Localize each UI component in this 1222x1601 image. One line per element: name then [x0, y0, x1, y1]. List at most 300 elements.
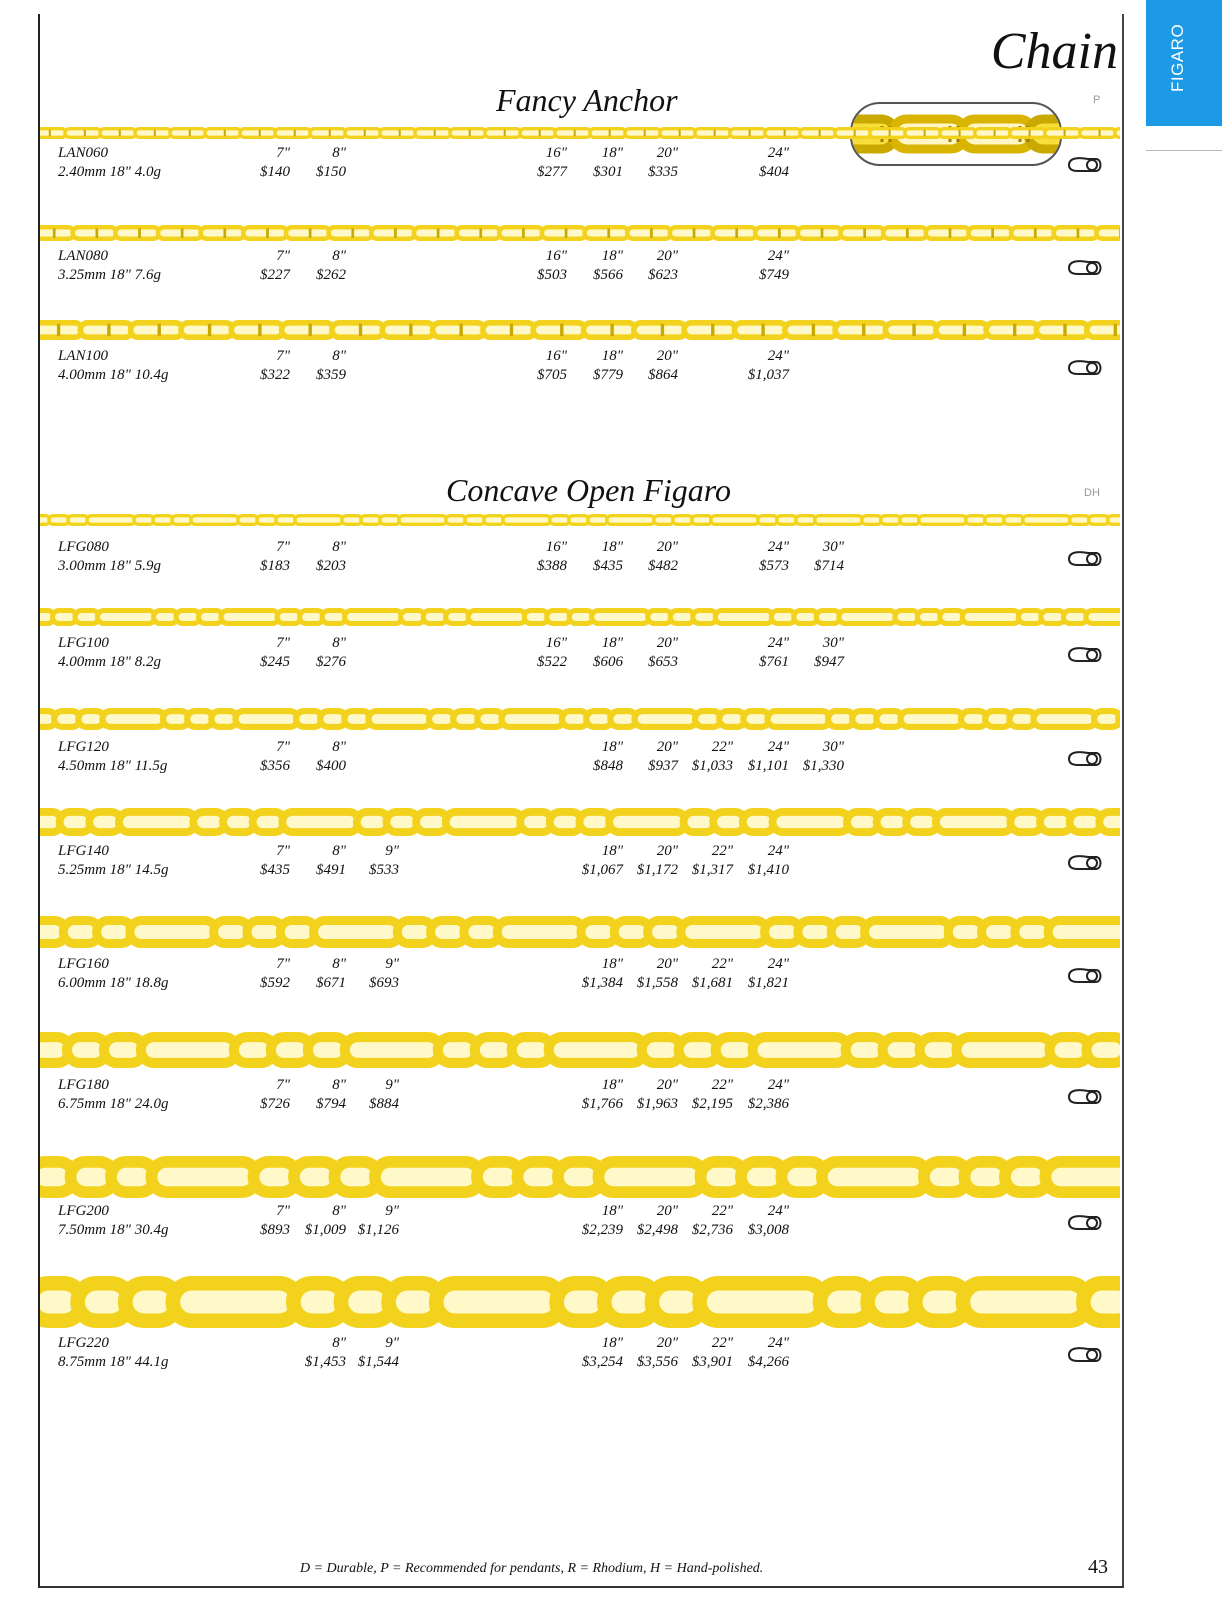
- chain-link: [940, 129, 976, 138]
- product-sku-block: [58, 247, 161, 285]
- price-value: $2,239: [581, 1222, 623, 1238]
- chain-link: [1083, 1283, 1120, 1320]
- price-value: $150: [316, 164, 346, 180]
- chain-link: [901, 711, 963, 727]
- length-label: 22": [711, 956, 733, 972]
- chain-link: [533, 323, 585, 337]
- length-label: 24": [767, 539, 789, 555]
- chain-link: [172, 516, 192, 525]
- length-label: 7": [276, 956, 290, 972]
- chain-link: [282, 812, 359, 832]
- price-cell: [319, 1076, 399, 1114]
- length-label: 8": [332, 1335, 346, 1351]
- price-value: $276: [316, 654, 346, 670]
- price-value: $779: [593, 367, 623, 383]
- chain-link: [585, 227, 629, 239]
- chain-link: [399, 516, 447, 525]
- chain-link: [310, 129, 346, 138]
- price-value: $3,254: [581, 1354, 623, 1370]
- chain-link: [1045, 1162, 1120, 1192]
- price-value: $761: [759, 654, 789, 670]
- price-cell: [709, 247, 789, 285]
- price-value: $884: [369, 1096, 399, 1112]
- chain-link: [598, 1162, 704, 1192]
- chain-link: [1004, 516, 1024, 525]
- chain-link: [73, 227, 117, 239]
- chain-link: [755, 227, 799, 239]
- length-label: 7": [276, 1077, 290, 1093]
- chain-link: [205, 129, 241, 138]
- price-value: $1,172: [636, 862, 678, 878]
- price-cell: [709, 1202, 789, 1240]
- price-value: $705: [537, 367, 567, 383]
- price-value: $1,963: [636, 1096, 678, 1112]
- chain-link: [881, 516, 901, 525]
- price-value: $749: [759, 267, 789, 283]
- tab-label: FIGARO: [1168, 23, 1187, 92]
- chain-link: [345, 611, 403, 624]
- length-label: 8": [332, 635, 346, 651]
- chain-link: [765, 129, 801, 138]
- product-sku: LFG180: [58, 1077, 109, 1093]
- chain-link: [835, 323, 887, 337]
- length-label: 18": [601, 739, 623, 755]
- chain-link: [840, 227, 884, 239]
- chain-link: [1089, 516, 1109, 525]
- length-label: 8": [332, 1203, 346, 1219]
- chain-link: [201, 227, 245, 239]
- length-label: 8": [332, 348, 346, 364]
- price-value: $227: [260, 267, 290, 283]
- product-sku-block: [58, 634, 161, 672]
- product-sku: LAN100: [58, 348, 109, 364]
- chain-link: [800, 129, 836, 138]
- chain-link: [468, 611, 526, 624]
- chain-link: [753, 1037, 849, 1063]
- chain-link: [777, 516, 797, 525]
- length-label: 8": [332, 145, 346, 161]
- chain-link: [135, 129, 171, 138]
- chain-link: [569, 516, 589, 525]
- chain-link: [767, 711, 829, 727]
- product-spec: 8.75mm 18" 44.1g: [58, 1354, 169, 1370]
- length-label: 22": [711, 1203, 733, 1219]
- price-cell: [598, 247, 678, 285]
- price-value: $623: [648, 267, 678, 283]
- product-sku-block: [58, 738, 167, 776]
- price-value: $522: [537, 654, 567, 670]
- price-value: $566: [593, 267, 623, 283]
- length-label: 9": [385, 1335, 399, 1351]
- chain-link: [153, 516, 173, 525]
- chain-link: [450, 129, 486, 138]
- chain-link: [957, 1037, 1053, 1063]
- product-sku-block: [58, 1202, 168, 1240]
- chain-link: [87, 516, 135, 525]
- chain-link: [588, 516, 608, 525]
- price-value: $693: [369, 975, 399, 991]
- chain-link: [1080, 129, 1116, 138]
- length-label: 7": [276, 348, 290, 364]
- product-sku: LFG080: [58, 539, 109, 555]
- chain-link: [962, 611, 1020, 624]
- chain-link: [900, 516, 920, 525]
- price-value: $794: [316, 1096, 346, 1112]
- price-value: $503: [537, 267, 567, 283]
- length-label: 16": [545, 539, 567, 555]
- chain-link: [499, 227, 543, 239]
- product-spec: 2.40mm 18" 4.0g: [58, 164, 161, 180]
- price-value: $435: [260, 862, 290, 878]
- length-label: 7": [276, 1203, 290, 1219]
- length-label: 20": [656, 248, 678, 264]
- price-value: $388: [537, 558, 567, 574]
- chain-image: [40, 808, 1120, 836]
- price-value: $400: [316, 758, 346, 774]
- chain-link: [436, 1283, 561, 1320]
- price-value: $937: [648, 758, 678, 774]
- chain-link: [968, 227, 1012, 239]
- product-spec: 3.25mm 18" 7.6g: [58, 267, 161, 283]
- chain-link: [798, 227, 842, 239]
- product-sku: LFG120: [58, 739, 109, 755]
- chain-image: [40, 1032, 1120, 1068]
- price-cell: [709, 842, 789, 880]
- chain-link: [963, 1283, 1088, 1320]
- chain-link: [520, 129, 556, 138]
- chain-link: [446, 812, 523, 832]
- chain-link: [345, 129, 381, 138]
- chain-link: [97, 611, 155, 624]
- chain-link: [275, 129, 311, 138]
- chain-link: [966, 516, 986, 525]
- chain-link: [40, 227, 74, 239]
- price-cell: [266, 738, 346, 776]
- chain-link: [1096, 227, 1120, 239]
- price-value: $262: [316, 267, 346, 283]
- price-cell: [319, 1334, 399, 1372]
- price-value: $1,037: [747, 367, 789, 383]
- lobster-clasp-icon: [1066, 644, 1104, 671]
- chain-link: [1054, 227, 1098, 239]
- chain-link: [730, 129, 766, 138]
- price-cell: [266, 634, 346, 672]
- price-value: $359: [316, 367, 346, 383]
- chain-link: [276, 516, 296, 525]
- chain-link: [173, 1283, 298, 1320]
- chain-link: [822, 1162, 928, 1192]
- length-label: 24": [767, 348, 789, 364]
- length-label: 20": [656, 539, 678, 555]
- chain-link: [80, 323, 132, 337]
- length-label: 18": [601, 956, 623, 972]
- length-label: 8": [332, 956, 346, 972]
- chain-link: [102, 711, 164, 727]
- price-value: $491: [316, 862, 346, 878]
- length-label: 18": [601, 843, 623, 859]
- price-value: $1,681: [691, 975, 733, 991]
- chain-link: [634, 323, 686, 337]
- chain-link: [1086, 1037, 1120, 1063]
- chain-link: [131, 323, 183, 337]
- price-cell: [709, 1076, 789, 1114]
- chain-link: [286, 227, 330, 239]
- price-value: $1,384: [581, 975, 623, 991]
- chain-link: [625, 129, 661, 138]
- price-value: $726: [260, 1096, 290, 1112]
- price-value: $592: [260, 975, 290, 991]
- price-value: $404: [759, 164, 789, 180]
- chain-link: [634, 711, 696, 727]
- chain-link: [40, 129, 66, 138]
- chain-link: [221, 611, 279, 624]
- chain-image: [40, 320, 1120, 340]
- length-label: 24": [767, 145, 789, 161]
- chain-link: [49, 516, 69, 525]
- chain-link: [141, 1037, 237, 1063]
- section-code-fancy-anchor: P: [1093, 94, 1101, 106]
- section-tab[interactable]: [1146, 0, 1222, 126]
- chain-link: [936, 812, 1013, 832]
- chain-link: [40, 323, 82, 337]
- chain-link: [414, 227, 458, 239]
- chain-image: [40, 127, 1120, 139]
- price-cell: [319, 842, 399, 880]
- chain-link: [1086, 611, 1120, 624]
- chain-link: [673, 516, 693, 525]
- length-label: 7": [276, 145, 290, 161]
- chain-link: [883, 227, 927, 239]
- chain-link: [627, 227, 671, 239]
- chain-link: [926, 227, 970, 239]
- chain-link: [115, 227, 159, 239]
- length-label: 8": [332, 1077, 346, 1093]
- chain-image: [40, 225, 1120, 241]
- chain-link: [329, 227, 373, 239]
- price-value: $1,317: [691, 862, 733, 878]
- chain-link: [865, 920, 951, 943]
- chain-link: [1048, 920, 1120, 943]
- price-value: $848: [593, 758, 623, 774]
- length-label: 18": [601, 635, 623, 651]
- lobster-clasp-icon: [1066, 965, 1104, 992]
- chain-link: [65, 129, 101, 138]
- length-label: 20": [656, 843, 678, 859]
- lobster-clasp-icon: [1066, 852, 1104, 879]
- chain-link: [590, 129, 626, 138]
- price-cell: [319, 955, 399, 993]
- chain-link: [549, 1037, 645, 1063]
- length-label: 24": [767, 248, 789, 264]
- price-value: $1,766: [581, 1096, 623, 1112]
- price-value: $1,821: [747, 975, 789, 991]
- length-label: 8": [332, 248, 346, 264]
- chain-image: [40, 514, 1120, 526]
- price-value: $714: [814, 558, 844, 574]
- section-title-fancy-anchor: Fancy Anchor: [496, 82, 678, 118]
- chain-link: [151, 1162, 257, 1192]
- price-cell: [764, 738, 844, 776]
- length-label: 24": [767, 1077, 789, 1093]
- chain-image: [40, 608, 1120, 626]
- chain-link: [503, 516, 551, 525]
- price-value: $671: [316, 975, 346, 991]
- chain-link: [985, 516, 1005, 525]
- price-value: $1,410: [747, 862, 789, 878]
- price-value: $183: [260, 558, 290, 574]
- chain-link: [484, 516, 504, 525]
- length-label: 8": [332, 739, 346, 755]
- chain-link: [295, 516, 343, 525]
- lobster-clasp-icon: [1066, 548, 1104, 575]
- chain-link: [257, 516, 277, 525]
- chain-link: [457, 227, 501, 239]
- product-sku-block: [58, 1076, 168, 1114]
- price-value: $653: [648, 654, 678, 670]
- price-cell: [709, 347, 789, 385]
- price-value: $573: [759, 558, 789, 574]
- chain-link: [501, 711, 563, 727]
- chain-link: [835, 129, 871, 138]
- chain-link: [380, 516, 400, 525]
- length-label: 18": [601, 1203, 623, 1219]
- length-label: 20": [656, 956, 678, 972]
- length-label: 7": [276, 635, 290, 651]
- length-label: 24": [767, 843, 789, 859]
- length-label: 18": [601, 248, 623, 264]
- chain-link: [839, 611, 897, 624]
- lobster-clasp-icon: [1066, 1344, 1104, 1371]
- product-sku: LFG160: [58, 956, 109, 972]
- chain-link: [1115, 129, 1120, 138]
- chain-link: [905, 129, 941, 138]
- price-value: $356: [260, 758, 290, 774]
- chain-link: [342, 516, 362, 525]
- price-value: $301: [593, 164, 623, 180]
- length-label: 20": [656, 739, 678, 755]
- length-label: 20": [656, 1335, 678, 1351]
- chain-link: [1011, 227, 1055, 239]
- length-label: 9": [385, 843, 399, 859]
- price-value: $482: [648, 558, 678, 574]
- price-value: $2,195: [691, 1096, 733, 1112]
- chain-link: [382, 323, 434, 337]
- chain-link: [607, 516, 655, 525]
- chain-link: [446, 516, 466, 525]
- length-label: 22": [711, 843, 733, 859]
- product-spec: 4.00mm 18" 10.4g: [58, 367, 169, 383]
- lobster-clasp-icon: [1066, 154, 1104, 181]
- chain-link: [919, 516, 967, 525]
- chain-link: [1108, 516, 1120, 525]
- length-label: 7": [276, 843, 290, 859]
- chain-link: [465, 516, 485, 525]
- length-label: 30": [822, 539, 844, 555]
- length-label: 16": [545, 635, 567, 651]
- chain-link: [796, 516, 816, 525]
- chain-link: [243, 227, 287, 239]
- chain-link: [282, 323, 334, 337]
- price-cell: [598, 538, 678, 576]
- price-value: $203: [316, 558, 346, 574]
- price-value: $1,544: [357, 1354, 399, 1370]
- chain-link: [1036, 323, 1088, 337]
- price-cell: [266, 144, 346, 182]
- price-cell: [709, 955, 789, 993]
- length-label: 16": [545, 145, 567, 161]
- price-value: $606: [593, 654, 623, 670]
- price-cell: [319, 1202, 399, 1240]
- length-label: 24": [767, 1203, 789, 1219]
- chain-link: [100, 129, 136, 138]
- chain-link: [240, 129, 276, 138]
- price-value: $335: [648, 164, 678, 180]
- price-value: $1,067: [581, 862, 623, 878]
- price-value: $2,736: [691, 1222, 733, 1238]
- chain-link: [936, 323, 988, 337]
- product-spec: 6.75mm 18" 24.0g: [58, 1096, 169, 1112]
- price-value: $1,453: [304, 1354, 346, 1370]
- chain-link: [654, 516, 674, 525]
- price-value: $1,126: [357, 1222, 399, 1238]
- chain-link: [555, 129, 591, 138]
- length-label: 16": [545, 248, 567, 264]
- length-label: 22": [711, 1335, 733, 1351]
- chain-link: [609, 812, 686, 832]
- price-value: $893: [260, 1222, 290, 1238]
- product-sku: LFG100: [58, 635, 109, 651]
- product-spec: 4.50mm 18" 11.5g: [58, 758, 168, 774]
- price-value: $2,498: [636, 1222, 678, 1238]
- chain-link: [375, 1162, 481, 1192]
- product-sku-block: [58, 1334, 168, 1372]
- chain-link: [415, 129, 451, 138]
- price-value: $864: [648, 367, 678, 383]
- length-label: 24": [767, 1335, 789, 1351]
- chain-link: [862, 516, 882, 525]
- price-value: $533: [369, 862, 399, 878]
- chain-link: [542, 227, 586, 239]
- chain-link: [670, 227, 714, 239]
- product-spec: 3.00mm 18" 5.9g: [58, 558, 161, 574]
- length-label: 7": [276, 539, 290, 555]
- product-sku-block: [58, 347, 168, 385]
- chain-link: [497, 920, 583, 943]
- price-cell: [598, 347, 678, 385]
- price-cell: [598, 634, 678, 672]
- price-cell: [598, 144, 678, 182]
- chain-link: [68, 516, 88, 525]
- chain-link: [134, 516, 154, 525]
- chain-link: [758, 516, 778, 525]
- chain-link: [592, 611, 650, 624]
- price-value: $3,008: [747, 1222, 789, 1238]
- price-value: $245: [260, 654, 290, 670]
- lobster-clasp-icon: [1066, 1086, 1104, 1113]
- price-cell: [764, 634, 844, 672]
- price-value: $1,033: [691, 758, 733, 774]
- chain-link: [119, 812, 196, 832]
- product-sku-block: [58, 842, 168, 880]
- price-value: $1,101: [747, 758, 789, 774]
- chain-link: [1099, 812, 1120, 832]
- length-label: 9": [385, 956, 399, 972]
- price-value: $947: [814, 654, 844, 670]
- product-sku-block: [58, 538, 161, 576]
- chain-link: [986, 323, 1038, 337]
- price-value: $1,330: [802, 758, 844, 774]
- lobster-clasp-icon: [1066, 357, 1104, 384]
